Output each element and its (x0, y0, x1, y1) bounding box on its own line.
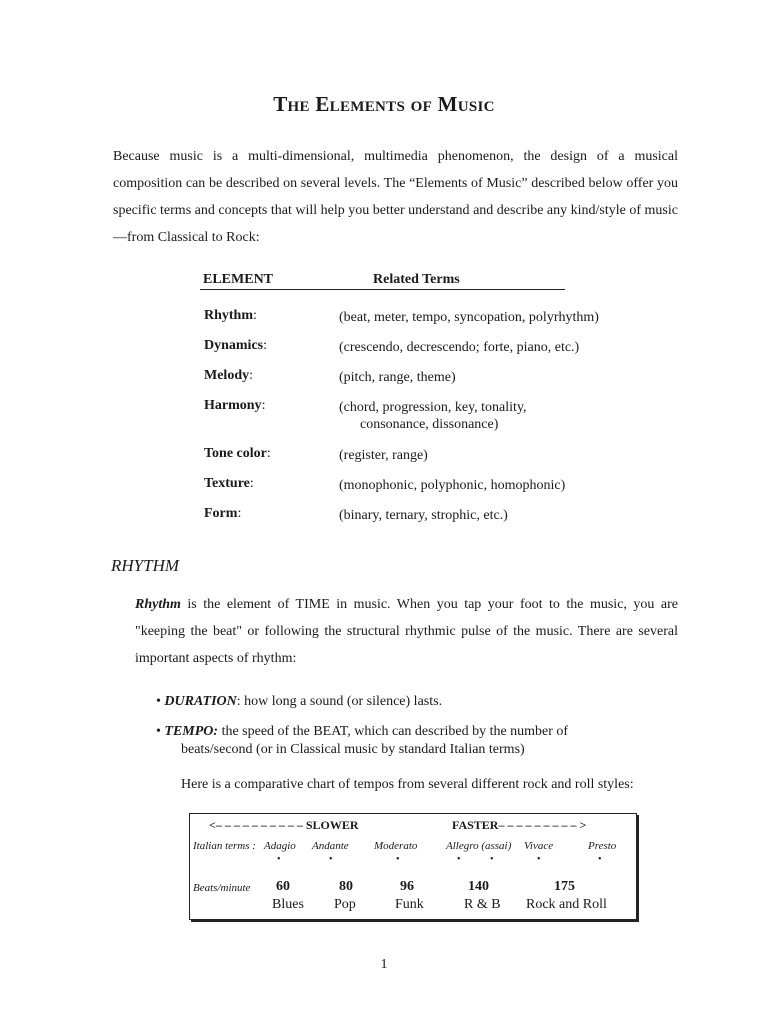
slower-label: <– – – – – – – – – – SLOWER (209, 818, 359, 832)
element-terms: (crescendo, decrescendo; forte, piano, etc.) (339, 340, 580, 355)
bpm-value: 80 (339, 879, 353, 894)
column-header-related-terms: Related Terms (373, 272, 460, 287)
section-heading-rhythm: RHYTHM (111, 556, 180, 575)
page-title: The Elements of Music (273, 92, 495, 116)
bullet-text: the speed of the BEAT, which can described by the number of (218, 724, 569, 739)
music-style: R & B (464, 897, 501, 912)
faster-label: FASTER– – – – – – – – – > (452, 818, 587, 832)
tempo-marker: • (396, 854, 400, 865)
elements-table-header (200, 270, 565, 290)
element-name: Texture: (204, 476, 254, 491)
tempo-marker: • (490, 854, 494, 865)
element-name: Dynamics: (204, 338, 268, 353)
tempo-marker: • (277, 854, 281, 865)
element-terms-continuation: consonance, dissonance) (360, 417, 499, 432)
column-header-element: ELEMENT (203, 272, 274, 287)
beats-per-minute-label: Beats/minute (193, 882, 251, 894)
element-name: Melody: (204, 368, 253, 383)
element-terms-line: (chord, progression, key, tonality, (339, 400, 527, 415)
tempo-marker: • (598, 854, 602, 865)
element-terms: (monophonic, polyphonic, homophonic) (339, 478, 566, 493)
bullet-duration: • DURATION: how long a sound (or silence) lasts. (156, 694, 443, 709)
tempo-marker: • (457, 854, 461, 865)
element-terms (339, 399, 527, 433)
italian-terms-label: Italian terms : (193, 840, 256, 852)
italian-term: Andante (312, 840, 349, 852)
element-terms: (pitch, range, theme) (339, 370, 456, 385)
italian-term: Allegro (assai) (446, 840, 512, 852)
element-name: Form: (204, 506, 242, 521)
element-name: Rhythm: (204, 308, 257, 323)
element-name: Tone color: (204, 446, 271, 461)
bullet-tempo: • TEMPO: the speed of the BEAT, which can described by the number of beats/second (or in Classical music by standard Italian terms) (156, 723, 676, 759)
italian-term: Adagio (264, 840, 296, 852)
page-number: 1 (380, 957, 388, 972)
music-style: Pop (334, 897, 356, 912)
element-terms: (register, range) (339, 448, 428, 463)
tempo-marker: • (329, 854, 333, 865)
music-style: Rock and Roll (526, 897, 607, 912)
italian-term: Presto (588, 840, 617, 852)
bpm-value: 140 (468, 879, 489, 894)
bullet-term: DURATION (164, 694, 237, 709)
bpm-value: 96 (400, 879, 414, 894)
element-terms: (beat, meter, tempo, syncopation, polyrhythm) (339, 310, 599, 325)
rhythm-text: is the element of TIME in music. When you tap your foot to the music, you are "keeping the beat" or following the structural rhythmic pulse of the music. There are several important aspects of rhythm: (135, 597, 678, 666)
bpm-value: 60 (276, 879, 290, 894)
bullet-text: : how long a sound (or silence) lasts. (236, 694, 443, 709)
music-style: Blues (272, 897, 304, 912)
chart-intro-text: Here is a comparative chart of tempos from several different rock and roll styles: (181, 777, 634, 792)
tempo-marker: • (537, 854, 541, 865)
bullet-continuation: beats/second (or in Classical music by standard Italian terms) (181, 742, 525, 757)
italian-term: Moderato (374, 840, 418, 852)
rhythm-paragraph (135, 591, 678, 672)
tempo-chart (189, 813, 637, 920)
intro-paragraph: Because music is a multi-dimensional, multimedia phenomenon, the design of a musical composition can be described on several levels. The “Elements of Music” described below offer you specific terms and concepts that will help you better understand and describe any kind/style of music—from Classical to Rock: (113, 149, 678, 245)
italian-term: Vivace (524, 840, 554, 852)
bpm-value: 175 (554, 879, 575, 894)
rhythm-term: Rhythm (135, 597, 181, 612)
bullet-term: TEMPO: (164, 724, 219, 739)
element-terms: (binary, ternary, strophic, etc.) (339, 508, 508, 523)
element-name: Harmony: (204, 398, 266, 413)
music-style: Funk (395, 897, 424, 912)
